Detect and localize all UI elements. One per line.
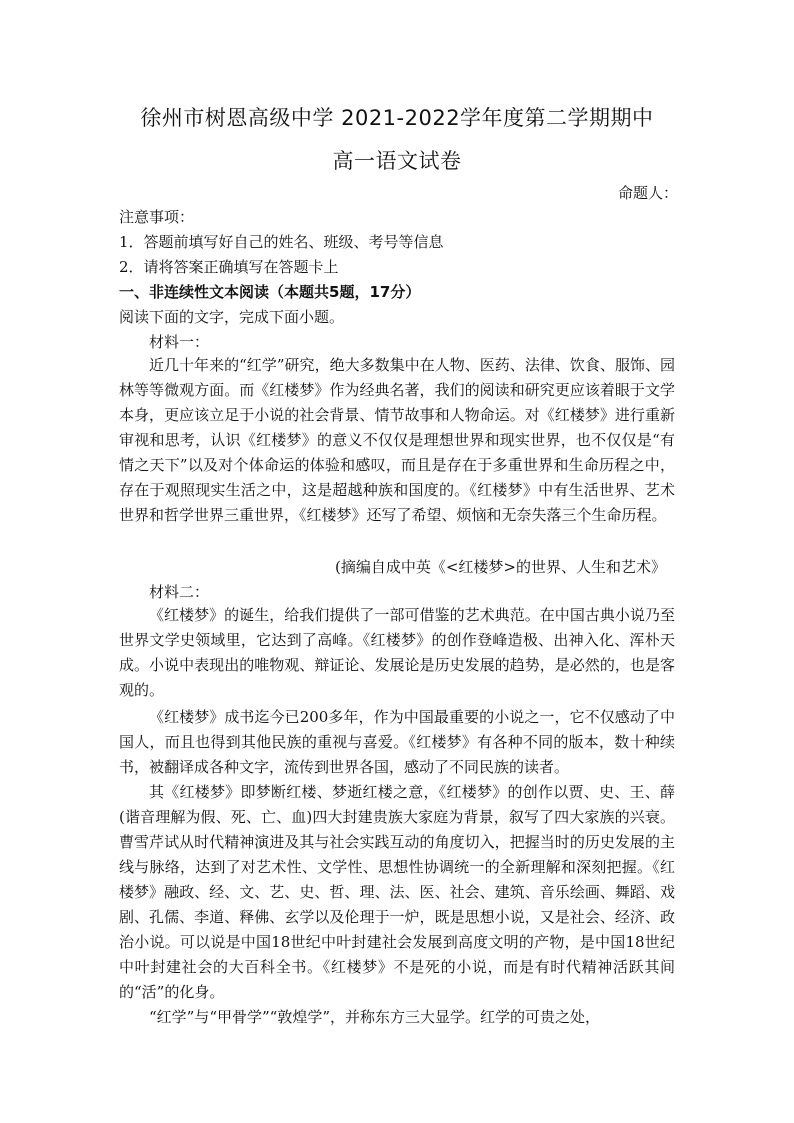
material-label: 材料二：	[149, 583, 210, 601]
section-heading: 一、非连续性文本阅读（本题共5题，17分）	[119, 283, 421, 301]
material-paragraph: 其《红楼梦》即梦断红楼、梦逝红楼之意，《红楼梦》的创作以贾、史、王、薛(谐音理解为假、死、亡、血)四大封建贵族大家庭为背景，叙写了四大家族的兴衰。曹雪芹试从时代精神演进及其与社会实践互动的角度切入，把握当时的历史发展的主线与脉络，达到了对艺术性、文学性、思想性协调统一的全新理解和深刻把握。《红楼梦》融政、经、文、艺、史、哲、理、法、医、社会、建筑、音乐绘画、舞蹈、戏剧、孔儒、李道、释佛、玄学以及伦理于一炉，既是思想小说，又是社会、经济、政治小说。可以说是中国18世纪中叶封建社会发展到高度文明的产物，是中国18世纪中叶封建社会的大百科全书。《红楼梦》不是死的小说，而是有时代精神活跃其间的“活”的化身。	[119, 783, 675, 1001]
section-instruction: 阅读下面的文字，完成下面小题。	[119, 308, 345, 326]
notice-heading: 注意事项：	[119, 208, 195, 226]
exam-title: 徐州市树恩高级中学 2021-2022学年度第二学期期中	[140, 106, 654, 130]
material-source: (摘编自成中英《<红楼梦>的世界、人生和艺术》	[335, 558, 666, 576]
material-label: 材料一：	[149, 333, 210, 351]
material-paragraph: 《红楼梦》的诞生，给我们提供了一部可借鉴的艺术典范。在中国古典小说乃至世界文学史领域里，它达到了高峰。《红楼梦》的创作登峰造极、出神入化、浑朴天成。小说中表现出的唯物观、辩证论、发展论是历史发展的趋势，是必然的，也是客观的。	[119, 606, 675, 699]
notice-item: 1．答题前填写好自己的姓名、班级、考号等信息	[119, 233, 444, 251]
exam-subtitle: 高一语文试卷	[332, 149, 462, 173]
material-paragraph: 《红楼梦》成书迄今已200多年，作为中国最重要的小说之一，它不仅感动了中国人，而且也得到其他民族的重视与喜爱。《红楼梦》有各种不同的版本，数十种续书，被翻译成各种文字，流传到世界各国，感动了不同民族的读者。	[119, 708, 675, 776]
author-label: 命题人：	[617, 184, 678, 202]
material-paragraph: 近几十年来的“红学”研究，绝大多数集中在人物、医药、法律、饮食、服饰、园林等等微观方面。而《红楼梦》作为经典名著，我们的阅读和研究更应该着眼于文学本身，更应该立足于小说的社会背景、情节故事和人物命运。对《红楼梦》进行重新审视和思考，认识《红楼梦》的意义不仅仅是理想世界和现实世界，也不仅仅是“有情之天下”以及对个体命运的体验和感叹，而且是存在于多重世界和生命历程之中，存在于观照现实生活之中，这是超越种族和国度的。《红楼梦》中有生活世界、艺术世界和哲学世界三重世界，《红楼梦》还写了希望、烦恼和无奈失落三个生命历程。	[119, 356, 675, 524]
material-paragraph: “红学”与“甲骨学”“敦煌学”，并称东方三大显学。红学的可贵之处，	[149, 1008, 601, 1026]
notice-item: 2．请将答案正确填写在答题卡上	[119, 258, 339, 276]
